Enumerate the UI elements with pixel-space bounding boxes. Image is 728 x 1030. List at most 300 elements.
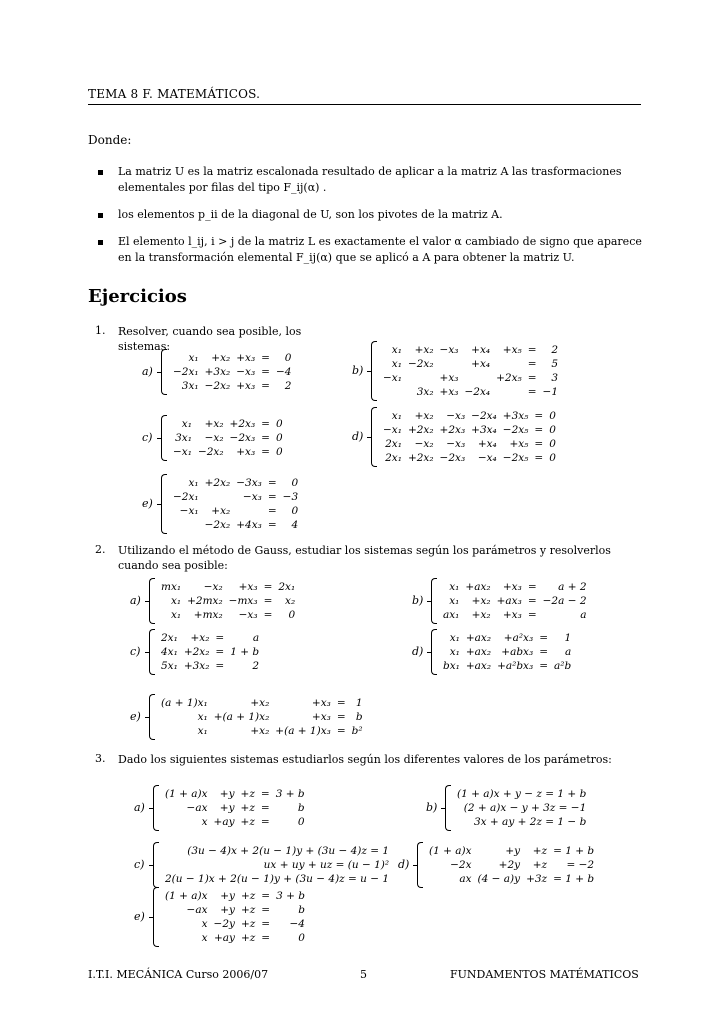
bullet-item: los elementos p_ii de la diagonal de U, son los pivotes de la matriz A. [94, 207, 644, 223]
equation-term: = [263, 595, 273, 607]
equation-term [493, 357, 525, 371]
equation-row [440, 659, 574, 673]
equation-table [158, 580, 298, 622]
equation-term: −1 [542, 386, 558, 398]
equation-term: = [260, 802, 270, 814]
equation-term: −2a − 2 [542, 595, 587, 607]
equation-term: x [201, 932, 208, 944]
equation-row [162, 903, 308, 917]
equation-term: x₁ [181, 418, 192, 430]
equation-term: −ax [186, 802, 208, 814]
equation-row [170, 417, 286, 431]
equation-row [162, 787, 308, 801]
equation-row [170, 504, 301, 518]
equation-term: a [564, 646, 572, 658]
equation-term: mx₁ [161, 581, 182, 593]
equation-term: +x₄ [477, 438, 497, 450]
equation-term: 0 [549, 424, 556, 436]
equation-term: 3x + ay + 2z = 1 − b [473, 816, 587, 828]
footer-course: I.T.I. MECÁNICA Curso 2006/07 [88, 968, 269, 981]
equation-term: = [527, 358, 537, 370]
equation-row [162, 931, 308, 945]
equation-row [440, 631, 574, 645]
equation-row [380, 409, 559, 423]
footer-subject: FUNDAMENTOS MATÉMATICOS [450, 968, 639, 981]
equation-term: +3x₂ [204, 366, 231, 378]
equation-term: +ay [213, 816, 235, 828]
equation-term: −2x₄ [464, 386, 491, 398]
equation-table [440, 631, 574, 673]
equation-term: 0 [275, 418, 283, 430]
equation-term: −x₄ [477, 452, 497, 464]
system-brace [417, 842, 423, 888]
equation-term: +x₂ [211, 352, 231, 364]
equation-term: 3 + b [275, 788, 305, 800]
equation-table [170, 476, 301, 532]
equation-row [170, 365, 294, 379]
equation-row [170, 476, 301, 490]
equation-term: ax₁ [443, 609, 460, 621]
equation-term: = [261, 446, 270, 458]
equation-term: +y [505, 845, 521, 857]
equation-term: = [260, 788, 270, 800]
equation-row [162, 858, 392, 872]
equation-row [162, 815, 308, 829]
equation-term: +2x₃ [229, 418, 256, 430]
equation-term: a [580, 609, 587, 621]
equation-term: x₁ [197, 711, 208, 723]
system-brace [445, 785, 451, 831]
equation-row [454, 815, 589, 829]
equation-term: = [261, 366, 270, 378]
item-text: Utilizando el método de Gauss, estudiar los sistemas según los parámetros y resolverlos cuando sea posible: [118, 544, 611, 572]
equation-term: +a²x₃ [503, 632, 534, 644]
equation-term: (4 − a)y [477, 873, 521, 885]
equation-term: = [336, 697, 346, 709]
equation-term: +x₂ [471, 595, 491, 607]
equation-term: −x₁ [383, 424, 402, 436]
equation-term: −3x₃ [236, 477, 262, 489]
equation-term: = [261, 918, 271, 930]
equation-row [380, 371, 561, 385]
equation-term: (1 + a)x [165, 890, 208, 902]
equation-term: −2x₁ [173, 491, 199, 503]
equation-row [162, 917, 308, 931]
equation-term: +2y [498, 859, 521, 871]
equation-term: +x₃ [311, 697, 331, 709]
equation-term: = [527, 344, 537, 356]
equation-term: x₁ [391, 358, 402, 370]
equation-term: = [261, 890, 271, 902]
equation-term: x [201, 918, 208, 930]
system-label: b) [412, 594, 424, 607]
equation-term: x₁ [449, 581, 460, 593]
equation-term: (2 + a)x − y + 3z = −1 [463, 802, 587, 814]
equation-term: 0 [549, 438, 556, 450]
equation-term: +z [532, 859, 548, 871]
system-brace [161, 349, 167, 395]
equation-term: (1 + a)x [429, 845, 472, 857]
equation-term: = [534, 438, 544, 450]
equation-term: x₂ [285, 595, 296, 607]
equation-term: +x₂ [414, 410, 434, 422]
equation-term: −x₂ [203, 581, 223, 593]
equation-term: = [215, 660, 225, 672]
system-label: b) [352, 364, 364, 377]
equation-row [158, 696, 366, 710]
equation-term: −x₃ [236, 366, 256, 378]
equation-term: 1 + b [230, 646, 260, 658]
section-title: Ejercicios [88, 286, 187, 307]
equation-term: −2x₂ [204, 380, 231, 392]
system-brace [153, 842, 159, 888]
equation-row [158, 659, 262, 673]
system-label: a) [134, 801, 145, 814]
equation-term: +2x₂ [407, 424, 434, 436]
equation-term: +x₅ [509, 438, 529, 450]
system-label: c) [142, 431, 153, 444]
equation-term: +3x₂ [183, 660, 210, 672]
equation-row [162, 889, 308, 903]
system-brace [153, 785, 159, 831]
equation-term: −x₃ [446, 410, 466, 422]
equation-row [440, 645, 574, 659]
equation-term: = [539, 632, 548, 644]
equation-term: a [252, 632, 260, 644]
equation-term [170, 518, 202, 532]
equation-table [170, 351, 294, 393]
equation-term: +2x₂ [183, 646, 210, 658]
equation-term: −x₁ [179, 505, 199, 517]
equation-row [170, 490, 301, 504]
equation-term: x₁ [188, 352, 199, 364]
equation-term: 0 [297, 816, 305, 828]
equation-term: +a²bx₃ [497, 660, 534, 672]
equation-term: +x₂ [250, 697, 270, 709]
equation-term: = [336, 725, 346, 737]
equation-term: = [539, 646, 548, 658]
equation-term: +2x₂ [204, 477, 231, 489]
equation-term: ux + uy + uz = (u − 1)² [263, 859, 390, 871]
equation-term: = [263, 609, 273, 621]
equation-term: +mx₂ [193, 609, 223, 621]
equation-term: = [267, 477, 277, 489]
equation-term: x₁ [449, 632, 460, 644]
equation-term: +x₃ [502, 581, 522, 593]
equation-term: −2x₃ [229, 432, 256, 444]
system-label: c) [134, 858, 145, 871]
equation-term: +3x₅ [502, 410, 529, 422]
equation-term [437, 357, 462, 371]
equation-term: −2x₄ [471, 410, 497, 422]
item-text: Dado los siguientes sistemas estudiarlos según los diferentes valores de los parámetros: [118, 753, 612, 766]
equation-term: −x₃ [439, 344, 459, 356]
equation-term: +x₂ [190, 632, 210, 644]
equation-row [158, 724, 366, 738]
equation-term: x [201, 816, 208, 828]
item-number: 3. [95, 752, 106, 765]
equation-table [158, 696, 366, 738]
system-label: e) [134, 910, 145, 923]
equation-term: 2(u − 1)x + 2(u − 1)y + (3u − 4)z = u − 1 [165, 873, 390, 885]
system-label: e) [130, 710, 141, 723]
equation-term: b [297, 802, 305, 814]
equation-row [158, 710, 366, 724]
equation-row [380, 357, 561, 371]
equation-term: 2x₁ [278, 581, 296, 593]
equation-term: = [261, 352, 270, 364]
equation-row [380, 451, 559, 465]
system-brace [161, 474, 167, 534]
equation-term [461, 371, 493, 385]
system-label: b) [426, 801, 438, 814]
header-rule [88, 104, 641, 105]
equation-term: −x₂ [414, 438, 434, 450]
equation-term: (a + 1)x₁ [161, 697, 208, 709]
equation-row [380, 385, 561, 399]
equation-term: −2x₂ [197, 446, 224, 458]
equation-row [380, 423, 559, 437]
equation-row [426, 872, 597, 886]
equation-term: b [355, 711, 363, 723]
equation-term: x₁ [170, 595, 182, 607]
equation-term: 3 + b [276, 890, 305, 902]
bullet-item: La matriz U es la matriz escalonada resultado de aplicar a la matriz A las trasformaciones elementales por filas del tipo F_ij(α) . [94, 164, 644, 196]
equation-term: x₁ [188, 477, 199, 489]
equation-term: = [527, 386, 537, 398]
equation-term: −2x₂ [204, 519, 231, 531]
equation-term: = [539, 660, 548, 672]
equation-term: = [527, 581, 537, 593]
equation-term: +2x₅ [496, 372, 522, 384]
equation-term: −2x [450, 859, 472, 871]
equation-row [158, 631, 262, 645]
equation-row [380, 437, 559, 451]
equation-term: −x₁ [173, 446, 192, 458]
equation-term: = [261, 904, 271, 916]
equation-term: = [527, 372, 537, 384]
equation-term: (1 + a)x + y − z = 1 + b [457, 788, 587, 800]
equation-term: x₁ [170, 609, 182, 621]
equation-term: 0 [291, 477, 299, 489]
equation-term: = 1 + b [553, 845, 595, 857]
equation-term: = [261, 380, 270, 392]
equation-term: 1 [355, 697, 363, 709]
equation-row [158, 645, 262, 659]
equation-term: −3 [282, 491, 299, 503]
equation-term: = [267, 491, 277, 503]
equation-term: = [527, 595, 537, 607]
equation-term: +z [532, 845, 548, 857]
equation-row [426, 844, 597, 858]
equation-term: x₁ [391, 410, 402, 422]
equation-term: +ax₂ [465, 632, 492, 644]
equation-term: +z [240, 890, 256, 902]
equation-term: = [534, 452, 544, 464]
equation-term: = [260, 816, 270, 828]
equation-term: +x₂ [471, 609, 491, 621]
equation-term: x₁ [391, 344, 402, 356]
equation-term: −x₃ [238, 609, 258, 621]
equation-term: +y [219, 788, 235, 800]
equation-row [162, 872, 392, 886]
equation-term [233, 504, 265, 518]
equation-table [380, 343, 561, 399]
equation-term: 2x₁ [385, 438, 402, 450]
equation-term: +y [220, 904, 235, 916]
system-brace [149, 694, 155, 740]
equation-term: +z [240, 788, 255, 800]
equation-term: a + 2 [558, 581, 587, 593]
equation-term: +z [240, 816, 255, 828]
equation-term: = −2 [566, 859, 595, 871]
system-label: a) [142, 365, 153, 378]
equation-term: x₁ [449, 595, 460, 607]
equation-row [454, 787, 589, 801]
equation-term: 2x₁ [161, 632, 178, 644]
equation-term: 3x₁ [175, 432, 192, 444]
equation-term: −mx₃ [228, 595, 258, 607]
system-label: e) [142, 497, 153, 510]
equation-table [454, 787, 589, 829]
equation-term: +3z [526, 873, 548, 885]
equation-term: +x₃ [236, 352, 256, 364]
equation-term: +x₃ [311, 711, 331, 723]
equation-term: 1 [564, 632, 572, 644]
equation-row [170, 431, 286, 445]
equation-row [158, 580, 298, 594]
equation-term: 0 [298, 932, 305, 944]
system-brace [371, 341, 377, 401]
equation-term: +x₂ [250, 725, 270, 737]
equation-table [440, 580, 590, 622]
equation-term: = [267, 519, 277, 531]
equation-term: +z [240, 918, 256, 930]
equation-term: −2x₅ [502, 424, 529, 436]
equation-table [170, 417, 286, 459]
equation-term: +y [220, 890, 235, 902]
equation-term: +ay [213, 932, 235, 944]
equation-term: +x₃ [236, 446, 256, 458]
equation-term: +z [240, 904, 256, 916]
equation-term: 4 [291, 519, 299, 531]
equation-term: +z [240, 802, 255, 814]
system-label: a) [130, 594, 141, 607]
equation-term: +x₂ [204, 418, 224, 430]
equation-term: +x₃ [236, 380, 256, 392]
equation-term: 3x₂ [416, 386, 434, 398]
equation-term [405, 371, 437, 385]
equation-term: 0 [291, 505, 299, 517]
system-label: d) [412, 645, 424, 658]
page-number: 5 [360, 968, 367, 981]
equation-term: x₁ [197, 725, 208, 737]
equation-term: 3 [551, 372, 558, 384]
system-brace [431, 578, 437, 624]
equation-term: b [298, 904, 305, 916]
item-text: Resolver, cuando sea posible, los sistemas: [118, 325, 302, 353]
equation-term: = [261, 932, 271, 944]
equation-term: 5 [551, 358, 558, 370]
equation-term [380, 385, 405, 399]
equation-term: = [267, 505, 277, 517]
equation-term: 2 [252, 660, 260, 672]
equation-term: +x₃ [439, 386, 459, 398]
equation-term: −x₃ [446, 438, 466, 450]
equation-term: −2x₁ [173, 366, 199, 378]
equation-term: +x₃ [502, 609, 522, 621]
equation-term: +3x₄ [471, 424, 497, 436]
equation-term: 2 [551, 344, 558, 356]
system-label: d) [398, 858, 410, 871]
equation-term: = [263, 581, 273, 593]
equation-row [454, 801, 589, 815]
equation-term: −x₃ [242, 491, 262, 503]
equation-term: 0 [275, 432, 283, 444]
equation-term: +2x₃ [439, 424, 466, 436]
equation-row [170, 445, 286, 459]
equation-term: −4 [289, 918, 305, 930]
equation-term: −x₁ [383, 372, 402, 384]
equation-term: = [534, 424, 544, 436]
bullet-list [94, 164, 644, 277]
equation-term: = [527, 609, 537, 621]
system-label: d) [352, 430, 364, 443]
equation-term: −x₂ [204, 432, 224, 444]
item-number: 1. [95, 324, 106, 337]
equation-table [426, 844, 597, 886]
equation-term: = 1 + b [553, 873, 595, 885]
equation-term: = [534, 410, 544, 422]
equation-term: 2 [284, 380, 292, 392]
equation-term: bx₁ [443, 660, 460, 672]
equation-row [440, 594, 590, 608]
equation-term: +y [219, 802, 235, 814]
system-label: c) [130, 645, 141, 658]
system-brace [153, 887, 159, 947]
equation-term: b² [351, 725, 363, 737]
equation-term: 0 [549, 410, 556, 422]
equation-row [170, 379, 294, 393]
equation-term: +(a + 1)x₂ [213, 711, 270, 723]
equation-term: +ax₂ [465, 660, 492, 672]
equation-term: = [261, 432, 270, 444]
equation-term: +x₃ [439, 372, 459, 384]
equation-term: x₁ [449, 646, 460, 658]
equation-term: −ax [186, 904, 208, 916]
equation-term: −2x₃ [439, 452, 466, 464]
equation-term: +ax₃ [496, 595, 522, 607]
equation-table [380, 409, 559, 465]
equation-term: −2y [213, 918, 235, 930]
equation-term: 4x₁ [161, 646, 178, 658]
equation-term [493, 385, 525, 399]
system-brace [431, 629, 437, 675]
equation-row [158, 608, 298, 622]
equation-term [202, 490, 234, 504]
equation-term: −4 [275, 366, 292, 378]
equation-term: 3x₁ [181, 380, 199, 392]
equation-term: 5x₁ [161, 660, 178, 672]
equation-term: +x₄ [471, 344, 491, 356]
equation-term: +ax₂ [465, 646, 492, 658]
equation-row [440, 580, 590, 594]
equation-term: = [215, 646, 225, 658]
equation-term: ax [459, 873, 472, 885]
equation-term: +ax₂ [465, 581, 491, 593]
equation-row [158, 594, 298, 608]
equation-term: 0 [288, 609, 296, 621]
